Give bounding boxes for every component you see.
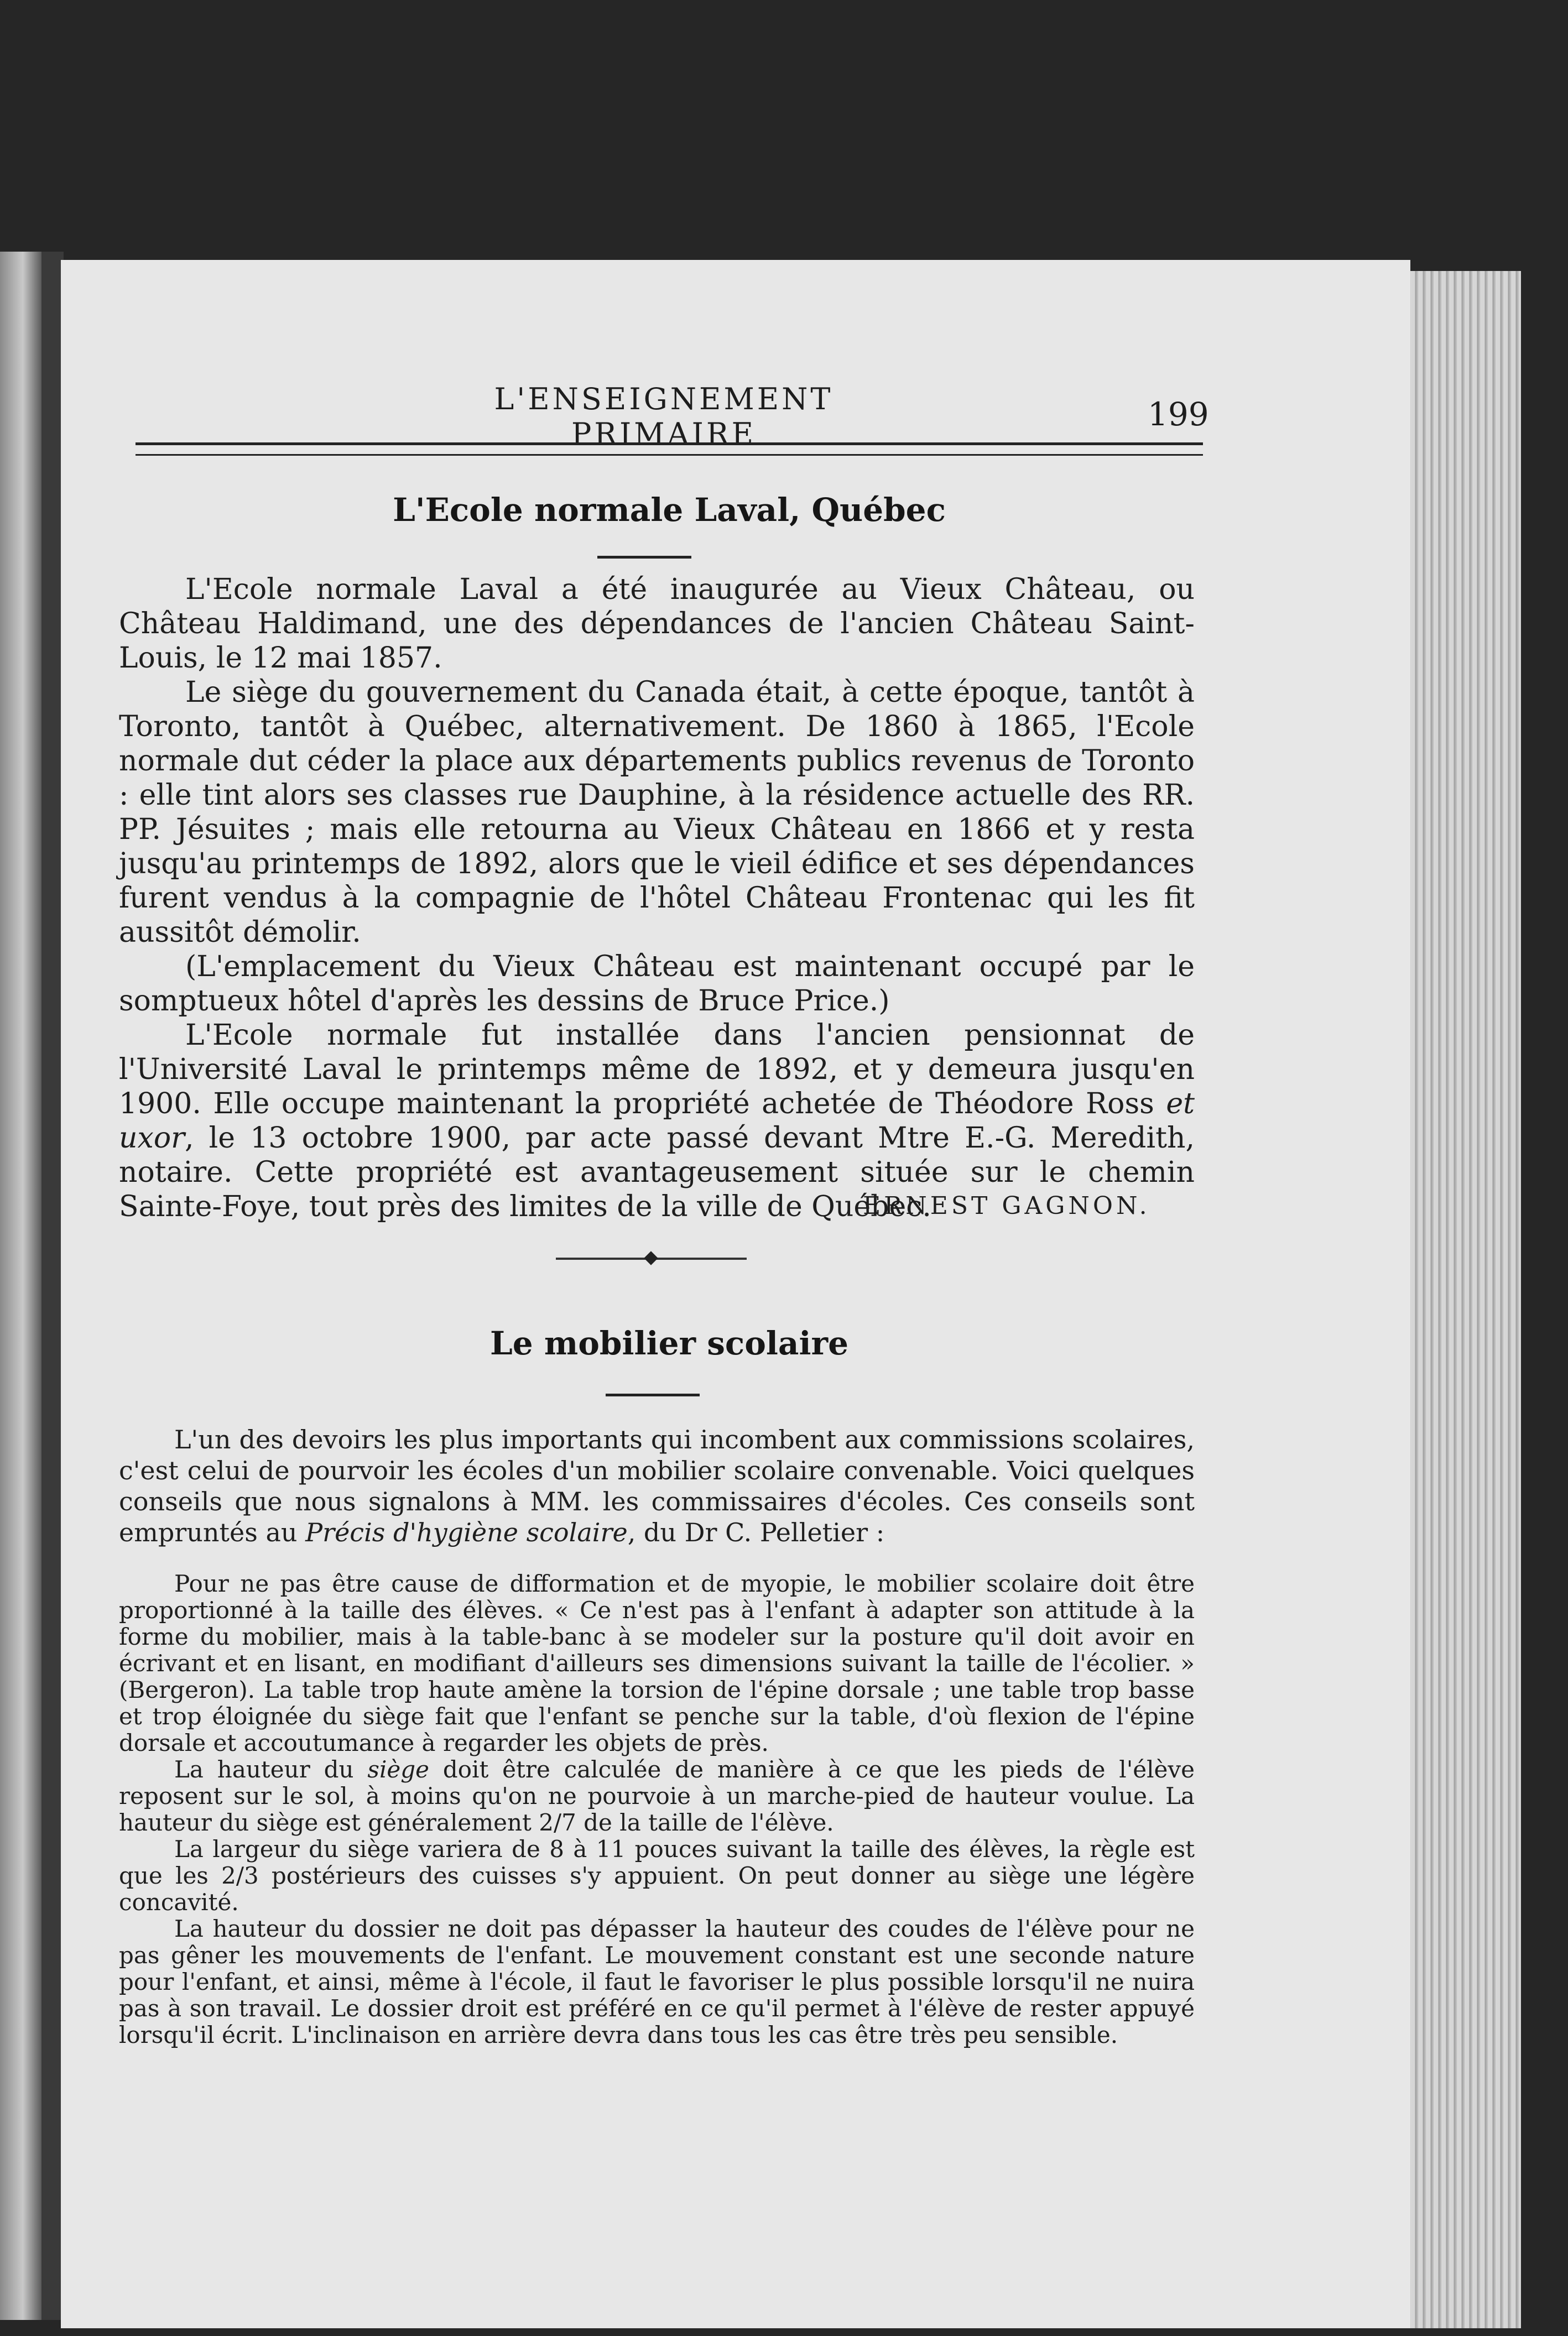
paragraph: Le siège du gouvernement du Canada était, à cette époque, tantôt à Toronto, tantôt à Québec, alternativement. De 1860 à 1865, l'Ecole normale dut céder la place aux départements publics revenus de Toronto : elle tint alors ses classes rue Dauphine, à la résidence actuelle des RR. PP. Jésuites ; mais elle retourna au Vieux Château en 1866 et y resta jusqu'au printemps de 1892, alors que le vieil édifice et ses dépendances furent vendus à la compagnie de l'hôtel Château Frontenac qui les fit aussitôt démolir. [119,676,1195,949]
quoted-advice [119,1571,1195,2048]
article-title-mobilier: Le mobilier scolaire [490,1325,848,1362]
header-rule [136,442,1203,456]
left-page-edge [0,252,41,2320]
text-span: L'un des devoirs les plus importants qui incombent aux commissions scolaires, c'est celui de pourvoir les écoles d'un mobilier scolaire convenable. Voici quelques conseils que nous signalons à MM. les commissaires d'écoles. Ces conseils sont empruntés au [119,1425,1195,1547]
text-span: La hauteur du [174,1756,368,1783]
italic-text: Précis d'hygiène scolaire [305,1518,628,1547]
text-span: L'Ecole normale fut installée dans l'ancien pensionnat de l'Université Laval le printemps même de 1892, et y demeura jusqu'en 1900. Elle occupe maintenant la propriété achetée de Théodore Ross [119,1019,1195,1120]
text-span: , le 13 octobre 1900, par acte passé devant Mtre E.-G. Meredith, notaire. Cette propriété est avantageusement située sur le chemin Sainte-Foye, tout près des limites de la ville de Québec. [119,1122,1195,1223]
article-title-ecole-normale: L'Ecole normale Laval, Québec [393,491,946,529]
book-gutter [41,252,64,2320]
article-intro-mobilier [119,1424,1195,1548]
text-span: , du Dr C. Pelletier : [627,1518,885,1547]
paragraph: (L'emplacement du Vieux Château est maintenant occupé par le somptueux hôtel d'après les dessins de Bruce Price.) [119,950,1195,1018]
paragraph [119,1424,1195,1548]
title-underline [606,1394,700,1396]
italic-text: et uxor [119,1087,1195,1155]
paragraph: Pour ne pas être cause de difformation et de myopie, le mobilier scolaire doit être proportionné à la taille des élèves. « Ce n'est pas à l'enfant à adapter son attitude à la forme du mobilier, mais à la table-banc à se modeler sur la posture qu'il doit avoir en écrivant et en lisant, en modifiant d'ailleurs ses dimensions suivant la taille de l'écolier. » (Bergeron). La table trop haute amène la torsion de l'épine dorsale ; une table trop basse et trop éloignée du siège fait que l'enfant se penche sur la table, d'où flexion de l'épine dorsale et accoutumance à regarder les objets de près. [119,1570,1195,1756]
page-number: 199 [1148,395,1209,433]
author-signature: ERNEST GAGNON. [863,1192,1150,1220]
paragraph: L'Ecole normale Laval a été inaugurée au Vieux Château, ou Château Haldimand, une des dépendances de l'ancien Château Saint-Louis, le 12 mai 1857. [119,573,1195,675]
paragraph: La largeur du siège variera de 8 à 11 pouces suivant la taille des élèves, la règle est que les 2/3 postérieurs des cuisses s'y appuient. On peut donner au siège une légère concavité. [119,1836,1195,1916]
running-head: L'ENSEIGNEMENT PRIMAIRE [494,382,834,451]
text-span: doit être calculée de manière à ce que les pieds de l'élève reposent sur le sol, à moins qu'on ne pourvoie à un marche-pied de hauteur voulue. La hauteur du siège est généralement 2/7 de la taille de l'élève. [119,1756,1195,1836]
title-underline [597,556,691,559]
article-body-ecole-normale [119,572,1195,1224]
italic-text: siège [367,1756,429,1783]
paragraph [119,1756,1195,1836]
paragraph: La hauteur du dossier ne doit pas dépasser la hauteur des coudes de l'élève pour ne pas gêner les mouvements de l'enfant. Le mouvement constant est une seconde nature pour l'enfant, et ainsi, même à l'école, il faut le favoriser le plus possible lorsqu'il ne nuira pas à son travail. Le dossier droit est préféré en ce qu'il permet à l'élève de rester appuyé lorsqu'il écrit. L'inclinaison en arrière devra dans tous les cas être très peu sensible. [119,1915,1195,2048]
